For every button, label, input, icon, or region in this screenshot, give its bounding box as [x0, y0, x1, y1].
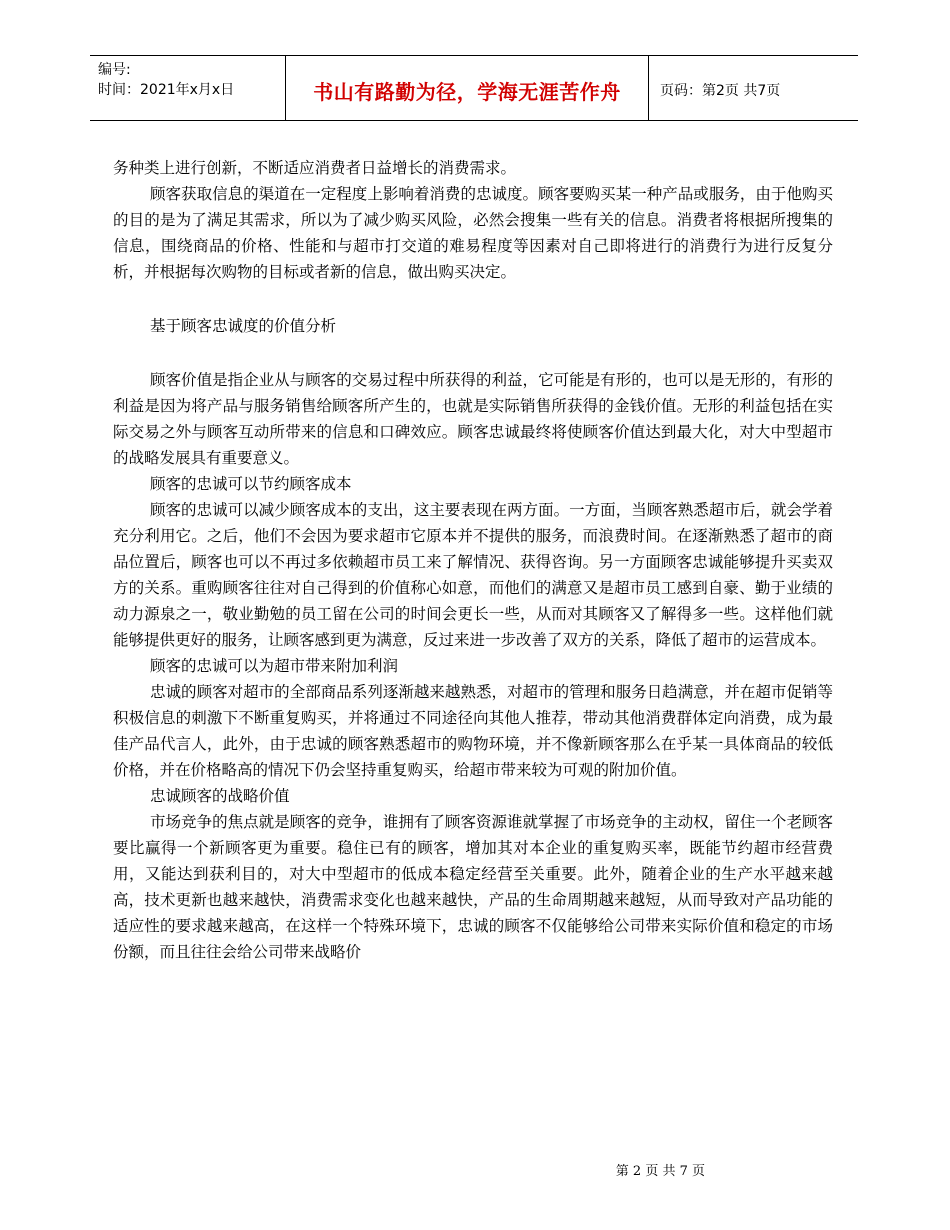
- subsection-heading: 忠诚顾客的战略价值: [150, 787, 290, 805]
- blank-line: [113, 285, 833, 313]
- document-body: [113, 155, 833, 965]
- header-divider: [648, 56, 649, 120]
- subsection-heading: 顾客的忠诚可以节约顾客成本: [150, 475, 352, 493]
- page-footer: 第 2 页 共 7 页: [615, 1164, 705, 1179]
- document-time-label: 时间：2021年x月x日: [98, 82, 235, 98]
- header-page-number: 页码：第2页 共7页: [660, 83, 781, 99]
- paragraph: 市场竞争的焦点就是顾客的竞争，谁拥有了顾客资源谁就掌握了市场竞争的主动权，留住一个老顾客要比赢得一个新顾客更为重要。稳住已有的顾客，增加其对本企业的重复购买率，既能节约超市经营费用，又能达到获利目的，对大中型超市的低成本稳定经营至关重要。此外，随着企业的生产水平越来越高，技术更新也越来越快，消费需求变化也越来越快，产品的生命周期越来越短，从而导致对产品功能的适应性的要求越来越高，在这样一个特殊环境下，忠诚的顾客不仅能够给公司带来实际价值和稳定的市场份额，而且往往会给公司带来战略价: [113, 813, 833, 961]
- header-motto: 书山有路勤为径，学海无涯苦作舟: [313, 80, 621, 104]
- subsection-heading: 顾客的忠诚可以为超市带来附加利润: [150, 657, 399, 675]
- page-header: [90, 55, 858, 121]
- paragraph: 务种类上进行创新，不断适应消费者日益增长的消费需求。: [113, 159, 517, 177]
- document-code-label: 编号:: [98, 62, 131, 78]
- paragraph: 忠诚的顾客对超市的全部商品系列逐渐越来越熟悉，对超市的管理和服务日趋满意，并在超市促销等积极信息的刺激下不断重复购买，并将通过不同途径向其他人推荐，带动其他消费群体定向消费，成为最佳产品代言人，此外，由于忠诚的顾客熟悉超市的购物环境，并不像新顾客那么在乎某一具体商品的较低价格，并在价格略高的情况下仍会坚持重复购买，给超市带来较为可观的附加价值。: [113, 683, 833, 779]
- section-heading: 基于顾客忠诚度的价值分析: [150, 317, 337, 335]
- paragraph: 顾客的忠诚可以减少顾客成本的支出，这主要表现在两方面。一方面，当顾客熟悉超市后，就会学着充分利用它。之后，他们不会因为要求超市它原本并不提供的服务，而浪费时间。在逐渐熟悉了超市的商品位置后，顾客也可以不再过多依赖超市员工来了解情况、获得咨询。另一方面顾客忠诚能够提升买卖双方的关系。重购顾客往往对自己得到的价值称心如意，而他们的满意又是超市员工感到自豪、勤于业绩的动力源泉之一，敬业勤勉的员工留在公司的时间会更长一些，从而对其顾客又了解得多一些。这样他们就能够提供更好的服务，让顾客感到更为满意，反过来进一步改善了双方的关系，降低了超市的运营成本。: [113, 501, 833, 649]
- header-meta: [98, 60, 234, 100]
- paragraph: 顾客获取信息的渠道在一定程度上影响着消费的忠诚度。顾客要购买某一种产品或服务，由于他购买的目的是为了满足其需求，所以为了减少购买风险，必然会搜集一些有关的信息。消费者将根据所搜集的信息，围绕商品的价格、性能和与超市打交道的难易程度等因素对自己即将进行的消费行为进行反复分析，并根据每次购物的目标或者新的信息，做出购买决定。: [113, 185, 833, 281]
- paragraph: 顾客价值是指企业从与顾客的交易过程中所获得的利益，它可能是有形的，也可以是无形的，有形的利益是因为将产品与服务销售给顾客所产生的，也就是实际销售所获得的金钱价值。无形的利益包括在实际交易之外与顾客互动所带来的信息和口碑效应。顾客忠诚最终将使顾客价值达到最大化，对大中型超市的战略发展具有重要意义。: [113, 371, 833, 467]
- blank-line: [113, 339, 833, 367]
